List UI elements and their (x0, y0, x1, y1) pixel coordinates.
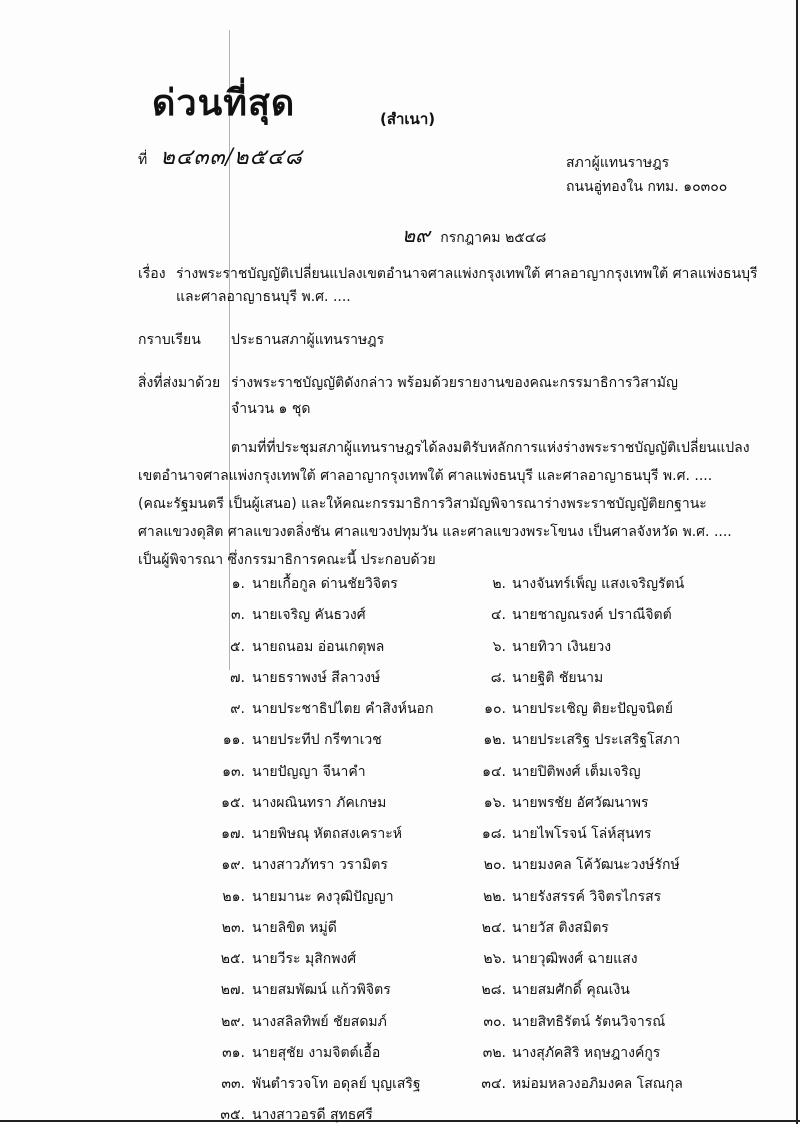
member-number: ๑๔. (482, 763, 506, 780)
member-name: นายปิติพงศ์ เต็มเจริญ (512, 763, 641, 780)
member-name: นายสิทธิรัตน์ รัตนวิจารณ์ (512, 1013, 666, 1030)
member-name: นายชาญณรงค์ ปราณีจิตต์ (512, 607, 672, 624)
member-name: นายวัส ติงสมิตร (512, 919, 609, 936)
member-name: นายถนอม อ่อนเกตุพล (252, 638, 385, 655)
member-number: ๑. (231, 576, 245, 592)
member-number: ๓๒. (482, 1044, 506, 1061)
body-line5: เป็นผู้พิจารณา ซึ่งกรรมาธิการคณะนี้ ประกอบด้วย (138, 552, 436, 568)
document-number-value: ๒๔๓๓/๒๕๔๘ (160, 145, 303, 170)
member-number: ๑๘. (481, 826, 506, 842)
member-name: นายทิวา เงินยวง (512, 638, 612, 655)
document-number (138, 139, 303, 174)
member-name: นายเกื้อกูล ด่านชัยวิจิตร (252, 576, 398, 592)
member-number: ๒. (492, 576, 506, 592)
member-name: นายสุชัย งามจิตต์เอื้อ (252, 1044, 381, 1061)
subject-line1: ร่างพระราชบัญญัติเปลี่ยนแปลงเขตอำนาจศาลแพ่งกรุงเทพใต้ ศาลอาญากรุงเทพใต้ ศาลแพ่งธนบุรี (176, 266, 758, 282)
member-number: ๑๕. (221, 794, 245, 811)
member-name: นายประชาธิปไตย คำสิงห์นอก (252, 701, 434, 717)
member-number: ๖. (492, 638, 506, 655)
enclosure-label: สิ่งที่ส่งมาด้วย (138, 375, 221, 391)
member-name: นายฐิติ ชัยนาม (512, 669, 604, 686)
member-number: ๓๐. (483, 1013, 506, 1030)
subject-label: เรื่อง (138, 266, 166, 282)
member-number: ๔. (490, 607, 506, 624)
enclosure-line1: ร่างพระราชบัญญัติดังกล่าว พร้อมด้วยรายงานของคณะกรรมาธิการวิสามัญ (231, 375, 678, 391)
body-line4: ศาลแขวงดุสิต ศาลแขวงตลิ่งชัน ศาลแขวงปทุมวัน และศาลแขวงพระโขนง เป็นศาลจังหวัด พ.ศ. .... (138, 524, 732, 540)
member-number: ๒๒. (483, 888, 506, 905)
recipient-value: ประธานสภาผู้แทนราษฎร (231, 332, 385, 348)
member-name: นายเจริญ คันธวงศ์ (252, 607, 366, 624)
member-number: ๒๓. (221, 919, 245, 936)
date-day: ๒๙ (402, 223, 430, 247)
member-name: นางสลิลทิพย์ ชัยสดมภ์ (252, 1013, 387, 1030)
body-line2: เขตอำนาจศาลแพ่งกรุงเทพใต้ ศาลอาญากรุงเทพใต้ ศาลแพ่งธนบุรี และศาลอาญาธนบุรี พ.ศ. .... (138, 468, 713, 484)
member-name: นางสาวอรดี สุทธศรี (252, 1107, 373, 1124)
member-number: ๑๖. (483, 794, 506, 811)
member-number: ๓. (230, 607, 245, 624)
member-number: ๒๑. (222, 888, 245, 905)
member-number: ๓๕. (220, 1107, 245, 1124)
member-name: นายพรชัย อัศวัฒนาพร (512, 794, 649, 811)
member-name: นางผณินทรา ภัคเกษม (252, 794, 387, 811)
member-name: นายประทีป กรีฑาเวช (252, 732, 382, 749)
member-name: นายประเสริฐ ประเสริฐโสภา (512, 732, 681, 749)
member-name: นายสมศักดิ์ คุณเงิน (512, 982, 630, 999)
urgent-stamp: ด่วนที่สุด (152, 82, 296, 124)
document-number-label: ที่ (138, 152, 148, 168)
member-number: ๓๑. (222, 1044, 245, 1061)
member-name: นายไพโรจน์ โล่ห์สุนทร (512, 826, 652, 842)
member-name: นายมงคล โค้วัฒนะวงษ์รักษ์ (512, 857, 680, 874)
member-number: ๑๐. (484, 701, 506, 717)
member-name: หม่อมหลวงอภิมงคล โสณกุล (512, 1076, 683, 1092)
member-name: นายธราพงษ์ สีลาวงษ์ (252, 669, 381, 686)
member-number: ๗. (230, 669, 245, 686)
member-name: นายประเชิญ ติยะปัญจนิตย์ (512, 701, 673, 717)
member-name: นายวีระ มุสิกพงศ์ (252, 951, 357, 967)
member-name: นายรังสรรค์ วิจิตรไกรสร (512, 888, 662, 905)
member-number: ๒๙. (221, 1013, 245, 1030)
member-number: ๒๕. (220, 951, 245, 967)
recipient-label: กราบเรียน (138, 332, 201, 348)
member-number: ๙. (230, 701, 245, 717)
copy-mark: (สำเนา) (380, 110, 436, 128)
member-name: นายวุฒิพงศ์ ฉายแสง (512, 951, 638, 967)
member-number: ๑๗. (221, 826, 245, 842)
member-number: ๒๗. (220, 982, 245, 999)
member-number: ๓๔. (481, 1076, 506, 1092)
member-name: นางสุภัคสิริ หฤษฎางค์กูร (512, 1044, 661, 1061)
sender-org-line2: ถนนอู่ทองใน กทม. ๑๐๓๐๐ (566, 179, 728, 195)
member-name: นายปัญญา จีนาคำ (252, 763, 366, 780)
subject-line2: และศาลอาญาธนบุรี พ.ศ. .... (176, 289, 351, 305)
member-number: ๒๔. (481, 919, 506, 936)
member-name: นายพิษณุ หัตถสงเคราะห์ (252, 826, 402, 842)
member-number: ๑๑. (222, 732, 245, 749)
member-number: ๓๓. (221, 1076, 245, 1092)
member-number: ๒๘. (481, 982, 506, 999)
member-number: ๕. (229, 638, 245, 655)
member-name: นายสมพัฒน์ แก้วพิจิตร (252, 982, 391, 999)
body-line1: ตามที่ที่ประชุมสภาผู้แทนราษฎรได้ลงมติรับหลักการแห่งร่างพระราชบัญญัติเปลี่ยนแปลง (231, 440, 750, 456)
member-number: ๒๐. (483, 857, 506, 874)
member-number: ๒๖. (483, 951, 506, 967)
member-name: นางจันทร์เพ็ญ แสงเจริญรัตน์ (512, 576, 685, 592)
member-name: พันตำรวจโท อดุลย์ บุญเสริฐ (252, 1076, 421, 1092)
member-number: ๑๓. (222, 763, 245, 780)
member-number: ๑๙. (221, 857, 245, 874)
document-date (402, 219, 546, 251)
page-border-bottom (0, 1120, 800, 1122)
body-line3: (คณะรัฐมนตรี เป็นผู้เสนอ) และให้คณะกรรมาธิการวิสามัญพิจารณาร่างพระราชบัญญัติยกฐานะ (138, 496, 707, 512)
member-name: นายมานะ คงวุฒิปัญญา (252, 888, 394, 905)
sender-org-line1: สภาผู้แทนราษฎร (566, 155, 670, 171)
enclosure-line2: จำนวน ๑ ชุด (231, 401, 311, 417)
member-number: ๘. (490, 669, 506, 686)
date-month-year: กรกฎาคม ๒๕๔๘ (440, 230, 547, 246)
page-border-right (796, 0, 798, 1124)
member-name: นางสาวภัทรา วรามิตร (252, 857, 388, 874)
member-name: นายลิขิต หมู่ดี (252, 919, 337, 936)
member-number: ๑๒. (483, 732, 506, 749)
